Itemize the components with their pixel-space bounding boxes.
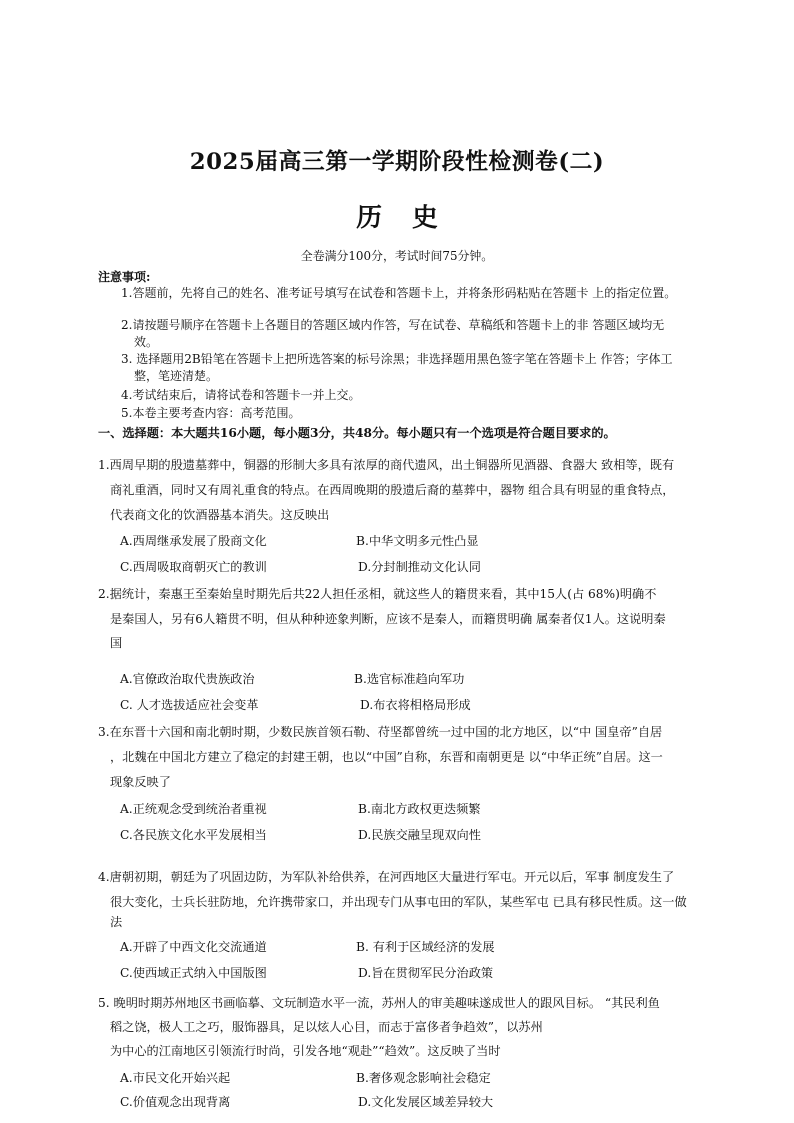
question-3-option-b: B.南北方政权更迭频繁 — [358, 802, 481, 816]
question-2-option-c: C. 人才选拔适应社会变革 — [120, 698, 259, 712]
question-1-option-c: C.西周吸取商朝灭亡的教训 — [120, 560, 267, 574]
question-3-line: 3.在东晋十六国和南北朝时期，少数民族首领石勒、苻坚都曾统一过中国的北方地区，以“中 国皇帝”自居 — [98, 725, 663, 739]
question-2-option-a: A.官僚政治取代贵族政治 — [120, 672, 255, 686]
question-1-line: 1.西周早期的殷遗墓葬中，铜器的形制大多具有浓厚的商代遗风，出土铜器所见酒器、食器大 致相等，既有 — [98, 458, 675, 472]
note-line: 效。 — [134, 335, 159, 349]
question-5-line: 5. 晚明时期苏州地区书画临摹、文玩制造水平一流，苏州人的审美趣味遂成世人的跟风目标。 “其民利鱼 — [98, 996, 660, 1010]
question-1-option-d: D.分封制推动文化认同 — [358, 560, 481, 574]
question-4-option-b: B. 有利于区域经济的发展 — [356, 940, 495, 954]
section-heading: 一、选择题：本大题共16小题，每小题3分，共48分。每小题只有一个选项是符合题目要求的。 — [98, 426, 616, 440]
question-5-option-b: B.奢侈观念影响社会稳定 — [356, 1071, 491, 1085]
question-4-line: 法 — [110, 915, 123, 929]
question-3-line: 现象反映了 — [110, 775, 171, 789]
note-line: 2.请按题号顺序在答题卡上各题目的答题区域内作答，写在试卷、草稿纸和答题卡上的非 答题区域均无 — [121, 318, 665, 332]
question-1-option-b: B.中华文明多元性凸显 — [356, 534, 479, 548]
question-2-line: 是秦国人，另有6人籍贯不明，但从种种迹象判断，应该不是秦人，而籍贯明确 属秦者仅1人。这说明秦 — [110, 612, 666, 626]
exam-title: 2025届高三第一学期阶段性检测卷(二) — [189, 149, 605, 175]
question-3-option-d: D.民族交融呈现双向性 — [358, 828, 481, 842]
question-4-option-c: C.使西域正式纳入中国版图 — [120, 966, 267, 980]
question-3-line: ，北魏在中国北方建立了稳定的封建王朝，也以“中国”自称，东晋和南朝更是 以“中华正统”自居。这一 — [110, 750, 663, 764]
question-1-line: 商礼重酒，同时又有周礼重食的特点。在西周晚期的殷遗后裔的墓葬中，器物 组合具有明显的重食特点， — [110, 483, 675, 497]
subject-title: 历史 — [356, 203, 468, 233]
question-5-line: 稻之饶，极人工之巧，服饰器具，足以炫人心目，而志于富侈者争趋效”，以苏州 — [110, 1020, 543, 1034]
question-4-line: 4.唐朝初期，朝廷为了巩固边防，为军队补给供养，在河西地区大量进行军屯。开元以后，军事 制度发生了 — [98, 870, 675, 884]
question-4-line: 很大变化，士兵长驻防地，允许携带家口，并出现专门从事屯田的军队，某些军屯 已具有移民性质。这一做 — [110, 895, 687, 909]
question-5-option-d: D.文化发展区域差异较大 — [358, 1095, 494, 1109]
question-2-option-d: D.布衣将相格局形成 — [360, 698, 471, 712]
question-3-option-a: A.正统观念受到统治者重视 — [120, 802, 267, 816]
exam-info: 全卷满分100分，考试时间75分钟。 — [300, 249, 494, 263]
question-2-line: 2.据统计，秦惠王至秦始皇时期先后共22人担任丞相，就这些人的籍贯来看，其中15人(占 68%)明确不 — [98, 587, 657, 601]
note-line: 3. 选择题用2B铅笔在答题卡上把所选答案的标号涂黑；非选择题用黑色签字笔在答题卡上 作答；字体工 — [121, 352, 673, 366]
question-5-option-a: A.市民文化开始兴起 — [120, 1071, 231, 1085]
note-line: 5.本卷主要考查内容：高考范围。 — [121, 406, 301, 420]
note-line: 4.考试结束后，请将试卷和答题卡一并上交。 — [121, 388, 361, 402]
question-5-option-c: C.价值观念出现背离 — [120, 1095, 231, 1109]
question-2-option-b: B.选官标准趋向军功 — [354, 672, 465, 686]
notes-heading: 注意事项: — [98, 270, 151, 284]
note-line: 整，笔迹清楚。 — [134, 369, 219, 383]
question-3-option-c: C.各民族文化水平发展相当 — [120, 828, 267, 842]
question-2-line: 国 — [110, 636, 123, 650]
question-1-line: 代表商文化的饮酒器基本消失。这反映出 — [110, 508, 330, 522]
question-4-option-d: D.旨在贯彻军民分治政策 — [358, 966, 494, 980]
question-1-option-a: A.西周继承发展了殷商文化 — [120, 534, 267, 548]
note-line: 1.答题前，先将自己的姓名、准考证号填写在试卷和答题卡上，并将条形码粘贴在答题卡 上的指定位置。 — [121, 286, 677, 300]
question-4-option-a: A.开辟了中西文化交流通道 — [120, 940, 267, 954]
question-5-line: 为中心的江南地区引领流行时尚，引发各地“观赴”“趋效”。这反映了当时 — [110, 1044, 501, 1058]
